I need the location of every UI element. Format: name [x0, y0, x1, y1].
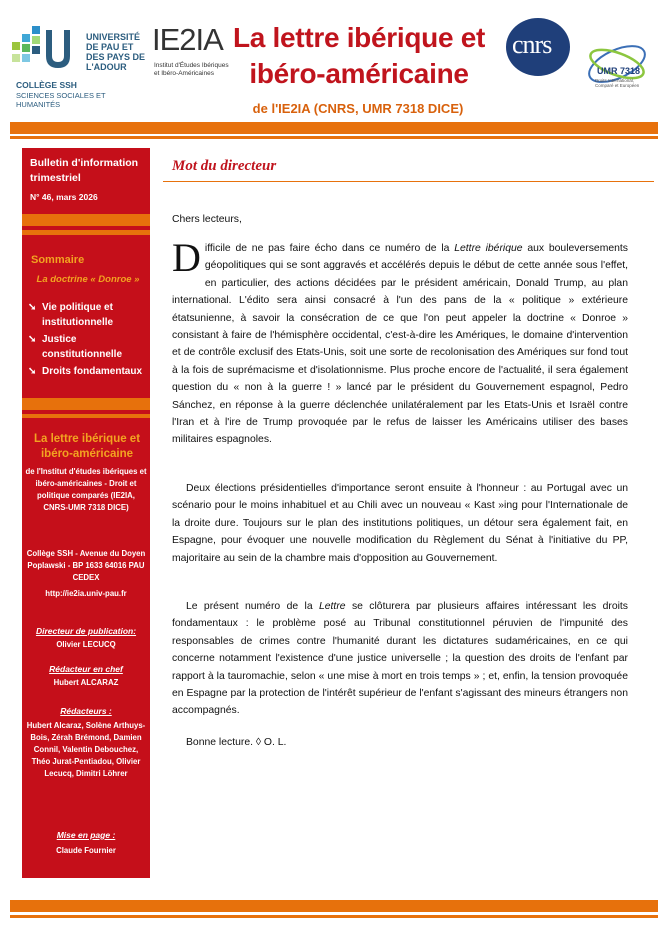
college-label: COLLÈGE SSH — [16, 80, 77, 90]
title-line-2: ibéro-américaine — [249, 58, 469, 89]
section-title: Mot du directeur — [172, 158, 277, 174]
publication-title: Lettre — [318, 601, 346, 612]
institute-description: de l'Institut d'études ibériques et ibéro-américaines - Droit et politique comparés (IE2IA, CNRS-UMR 7318 DICE) — [25, 467, 147, 512]
summary-item[interactable] — [28, 332, 148, 362]
director-heading: Directeur de publication: — [35, 626, 137, 636]
umr-logo — [575, 32, 655, 102]
greeting: Chers lecteurs, — [172, 214, 242, 225]
newsletter-subtitle: de l'IE2IA (CNRS, UMR 7318 DICE) — [252, 101, 464, 116]
ie2ia-wordmark: IE2IA — [152, 22, 223, 57]
ie2ia-logo — [152, 22, 232, 102]
director-name: Olivier LECUCQ — [56, 640, 116, 649]
summary-item-label: Droits fondamentaux — [42, 366, 143, 377]
writers-heading: Rédacteurs : — [60, 706, 112, 716]
signature: Bonne lecture. ◊ O. L. — [186, 737, 287, 748]
publication-title: Lettre ibérique — [454, 243, 523, 254]
postal-address: Collège SSH - Avenue du Doyen Poplawski - BP 1633 64016 PAU CEDEX — [26, 549, 146, 582]
arrow-icon: ➘ — [28, 366, 37, 377]
layout-name: Claude Fournier — [56, 846, 116, 855]
summary-editorial: La doctrine « Donroe » — [36, 274, 140, 285]
website-link[interactable]: http://ie2ia.univ-pau.fr — [45, 589, 127, 598]
sidebar-divider — [22, 214, 150, 226]
university-logo — [12, 22, 147, 120]
title-line-1: La lettre ibérique et — [233, 22, 485, 53]
arrow-icon: ➘ — [28, 302, 37, 313]
paragraph-2: Deux élections présidentielles d'importance seront ensuite à l'honneur : au Portugal avec un scénario pour le moins inhabituel et au Chili avec un nouveau « Kast »ing pour l'Internationale de la droite dure. Toujours sur le plan des institutions politiques, un détour sera également fait, en Espagne, pour évoquer une nouvelle modification du Règlement du Sénat à l'initiative du PP, majoritaire au sein de la chambre mais d'opposition au Gouvernement. — [172, 483, 628, 564]
summary-item-label: Justice constitutionnelle — [42, 334, 122, 360]
college-subtitle: SCIENCES SOCIALES ET HUMANITÉS — [16, 91, 106, 109]
university-name: UNIVERSITÉ DE PAU ET DES PAYS DE L'ADOUR — [86, 32, 146, 72]
umr-label: UMR 7318 — [597, 66, 641, 76]
writers-list: Hubert Alcaraz, Solène Arthuys-Bois, Zérah Brémond, Damien Connil, Valentin Debouchez, Théo Jurat-Pentiadou, Olivier Lecucq, Dimitri Löhrer — [26, 721, 146, 778]
drop-cap: D — [172, 235, 201, 280]
summary-item[interactable] — [28, 300, 148, 330]
publication-name: La lettre ibérique et ibéro-américaine — [33, 433, 141, 460]
issue-number: N° 46, mars 2026 — [30, 192, 98, 202]
ie2ia-subtitle: Institut d'Études Ibériques et Ibéro-Américaines — [154, 62, 229, 77]
summary-heading: Sommaire — [31, 254, 85, 266]
summary-item-label: Vie politique et institutionnelle — [42, 302, 114, 328]
footer-divider-line — [10, 915, 658, 918]
header-divider-bar — [10, 122, 658, 134]
sidebar — [22, 148, 150, 878]
umr-subtitle: Droits International, Comparé et Européen — [595, 78, 640, 88]
cnrs-wordmark: cnrs — [512, 30, 552, 59]
layout-heading: Mise en page : — [56, 830, 116, 840]
header-divider-line — [10, 136, 658, 139]
sidebar-divider-line — [22, 230, 150, 235]
newsletter-title — [228, 20, 490, 92]
university-mark-icon — [12, 24, 82, 72]
footer-divider-bar — [10, 900, 658, 912]
arrow-icon: ➘ — [28, 334, 37, 345]
section-rule — [163, 181, 654, 182]
bulletin-label: Bulletin d'information trimestriel — [30, 157, 139, 184]
editor-name: Hubert ALCARAZ — [53, 678, 119, 687]
sidebar-divider — [22, 398, 150, 410]
cnrs-logo — [506, 18, 570, 76]
summary-item[interactable] — [28, 364, 148, 379]
sidebar-divider-line — [22, 414, 150, 418]
editor-heading: Rédacteur en chef — [49, 664, 123, 674]
paragraph-1: Difficile de ne pas faire écho dans ce numéro de la Lettre ibérique aux bouleversements géopolitiques qui se sont aggravés et accélérés depuis le début de cette année sous l'effet, en particulier, des actions décidées par le président américain, Donald Trump, au plan international. L'édito sera ainsi consacré à l'un des pans de la « politique » extérieure étatsunienne, à savoir la consécration de ce que l'on peut appeler la doctrine « Donroe » consistant à faire de l'hémisphère occidental, c'est-à-dire les Amériques, le domaine d'intervention et de contrôle exclusif des Etats-Unis, soit une sorte de recolonisation des Amériques sur fond tout à la fois de suprémacisme et d'isolationnisme. Plus proche encore de l'actualité, il sera également question du « non à la guerre ! » lancé par le président du Gouvernement espagnol, Pedro Sánchez, en réponse à la guerre déclenchée unilatéralement par les Etats-Unis et Israël contre l'Iran et à l'ire de Trump provoquée par le refus de laisser les Américains utiliser des bases militaires espagnoles. — [172, 235, 628, 446]
paragraph-3: Le présent numéro de la Lettre se clôturera par plusieurs affaires intéressant les droits fondamentaux : le problème posé au Tribunal constitutionnel péruvien de l'impunité des responsables de crimes contre l'humanité durant les dictatures sudaméricaines, en ce qui concerne notamment l'existence d'une justice universelle ; la question des droits de l'enfant par rapport à la tauromachie, selon « une mise à mort en trois temps » ; et, enfin, la tension provoquée en Espagne par la protection de l'intérêt supérieur de l'enfant s'agissant des mineurs étrangers non accompagnés. — [172, 601, 628, 717]
